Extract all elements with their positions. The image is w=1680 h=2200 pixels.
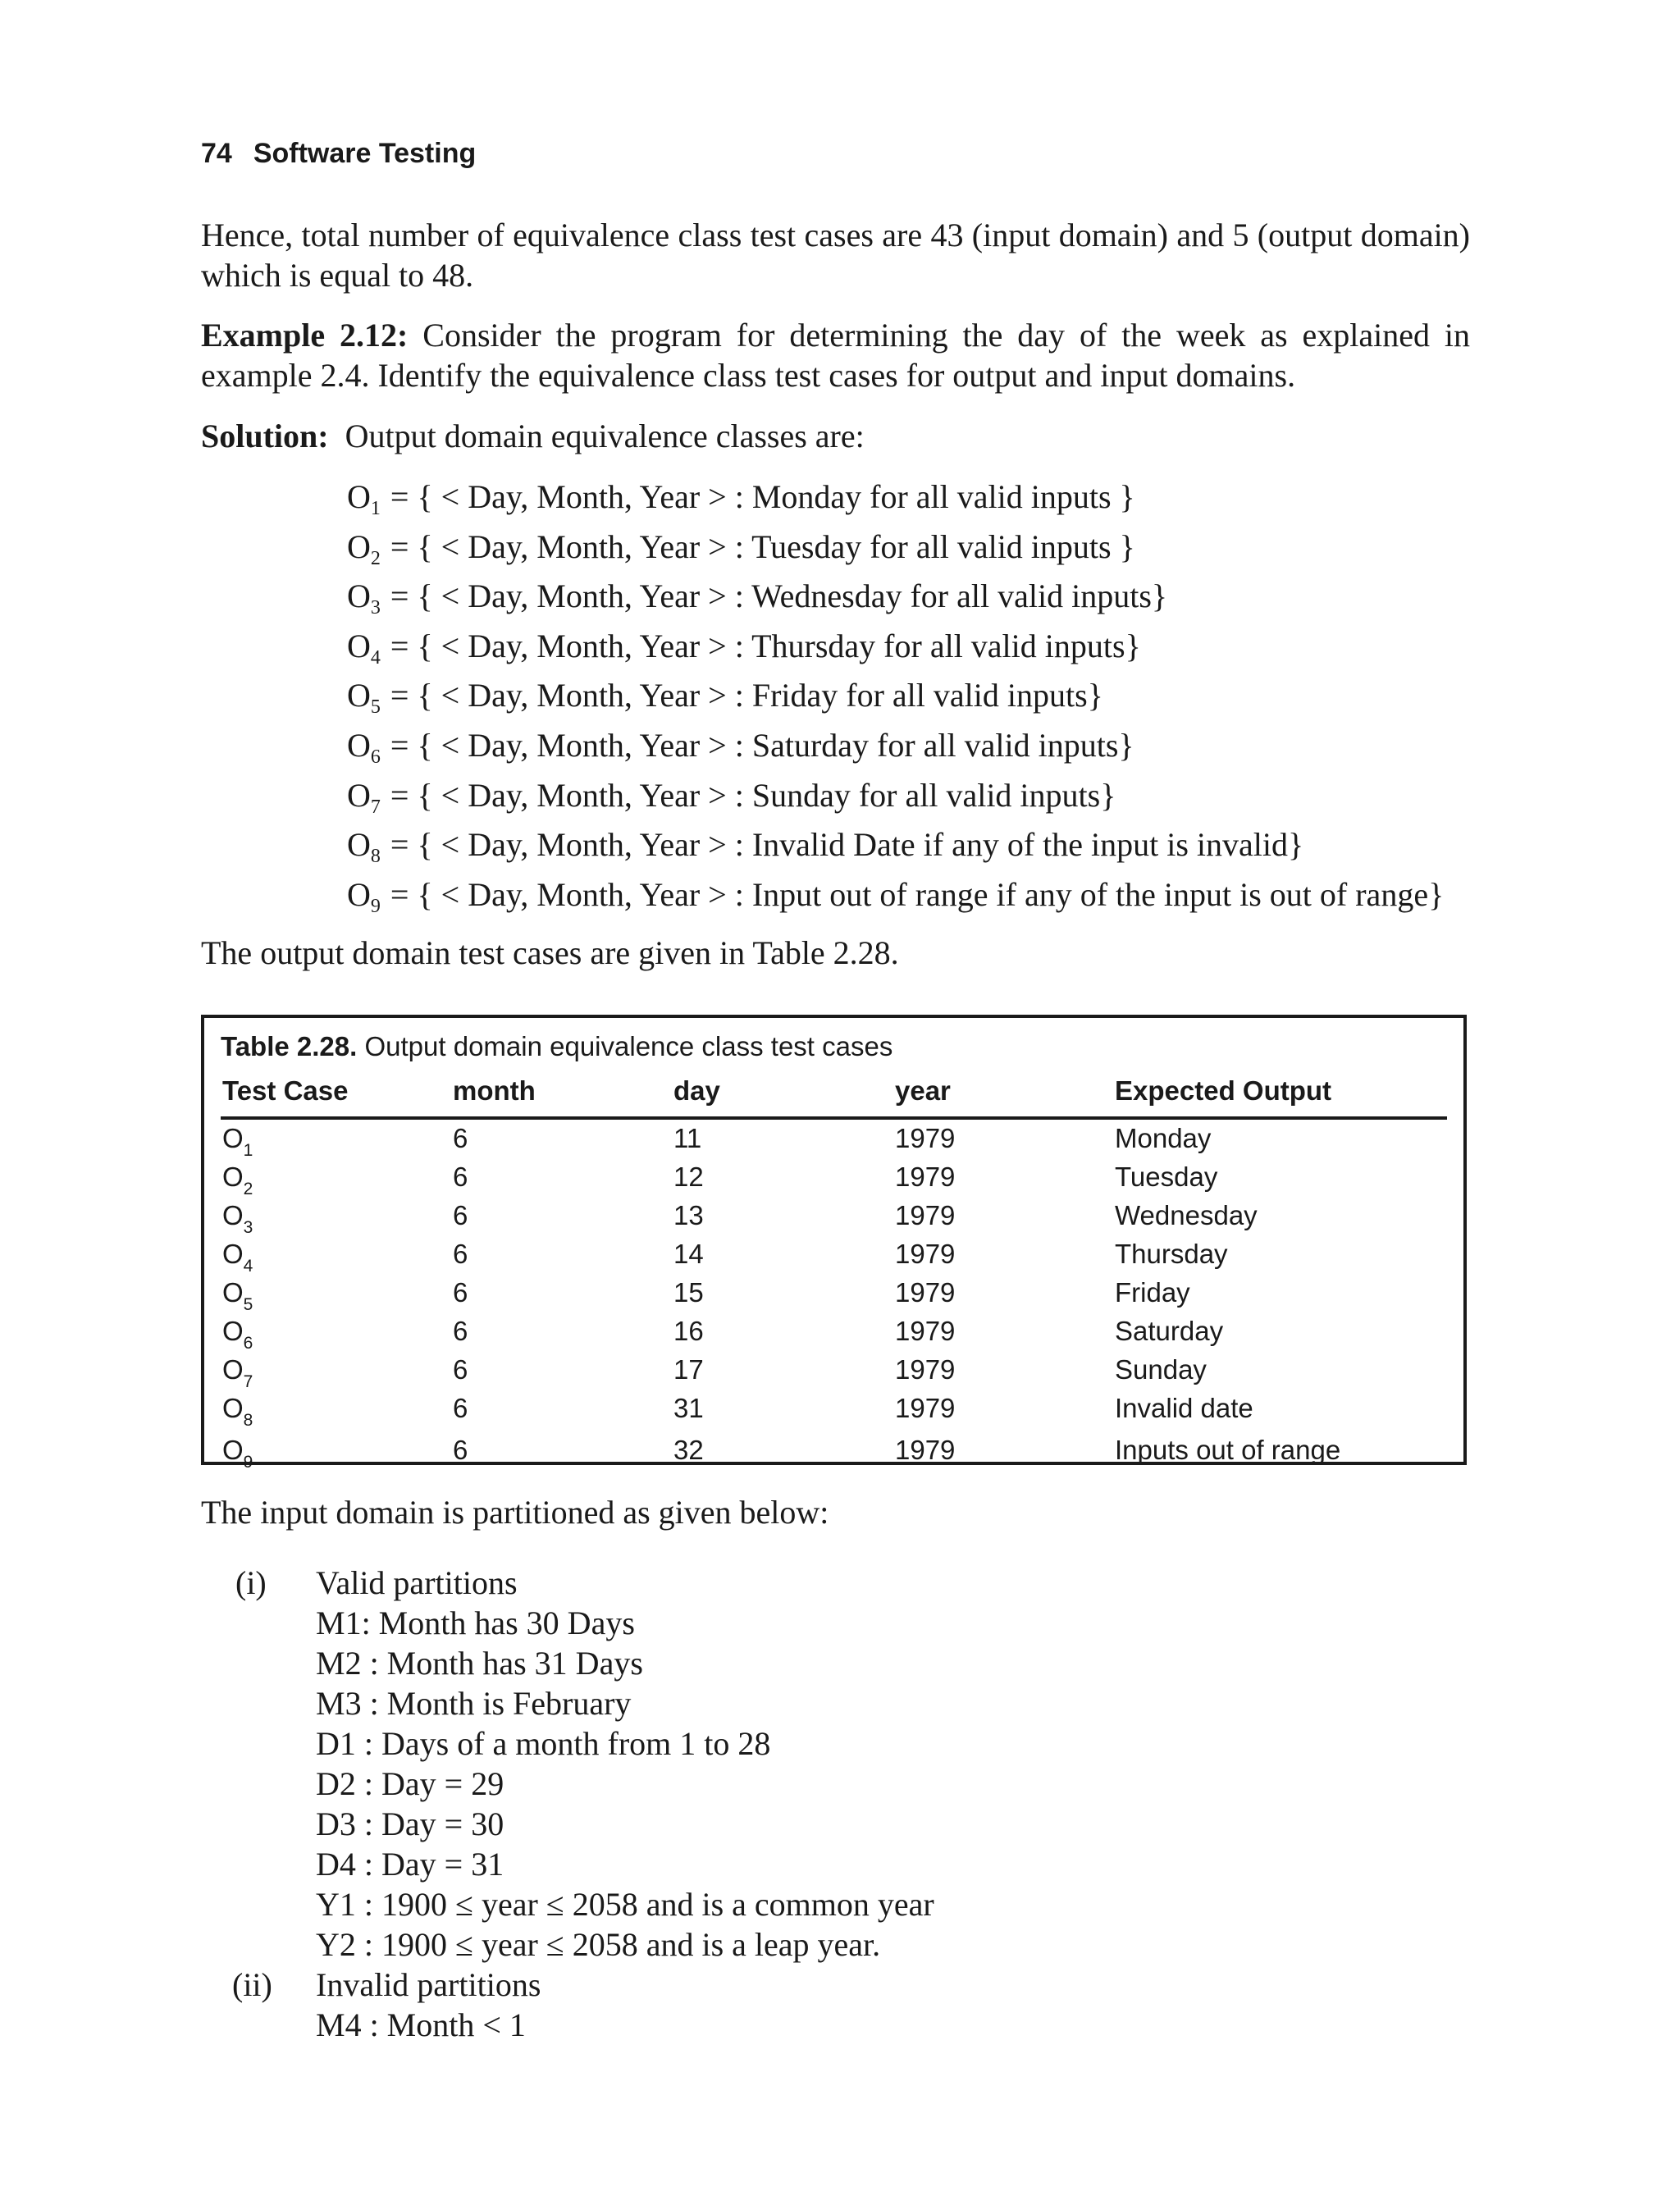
cell-day: 32 [673,1435,704,1465]
table-row [221,1353,1447,1391]
output-class: $O_3$ = { < Day, Month, Year > : Wednesday for all valid inputs} [347,577,1168,619]
cell-month: 6 [453,1435,468,1465]
cell-expected-output: Saturday [1115,1316,1224,1346]
solution-text: Output domain equivalence classes are: [345,418,865,454]
table-intro: The output domain test cases are given in Table 2.28. [201,934,899,971]
running-head [201,138,476,170]
cell-day: 16 [673,1316,704,1346]
partition-text: M2 : Month has 31 Days [316,1645,643,1682]
output-class: $O_9$ = { < Day, Month, Year > : Input out of range if any of the input is out of range} [347,875,1445,917]
cell-day: 12 [673,1162,704,1192]
table-row [221,1430,1447,1471]
table-row [221,1276,1447,1314]
cell-month: 6 [453,1393,468,1423]
cell-expected-output: Wednesday [1115,1200,1258,1230]
table-caption-label: Table 2.28. [221,1031,358,1061]
cell-expected-output: Tuesday [1115,1162,1218,1192]
partition-text: D4 : Day = 31 [316,1846,504,1883]
cell-year: 1979 [895,1200,956,1230]
cell-expected-output: Inputs out of range [1115,1435,1341,1465]
cell-test-case: $O_6$ [222,1316,253,1353]
cell-month: 6 [453,1316,468,1346]
cell-day: 14 [673,1239,704,1269]
table-row [221,1121,1447,1160]
cell-expected-output: Monday [1115,1123,1212,1153]
table-body [221,1121,1447,1471]
table-row [221,1391,1447,1430]
cell-test-case: $O_1$ [222,1123,253,1160]
partition-text: D3 : Day = 30 [316,1805,504,1842]
partition-text: Y2 : 1900 ≤ year ≤ 2058 and is a leap year. [316,1926,881,1963]
partition-text: M3 : Month is February [316,1685,632,1722]
cell-year: 1979 [895,1123,956,1153]
cell-test-case: $O_9$ [222,1435,253,1472]
cell-month: 6 [453,1162,468,1192]
partition-text: M1: Month has 30 Days [316,1604,635,1641]
table-row [221,1237,1447,1276]
cell-expected-output: Thursday [1115,1239,1228,1269]
cell-test-case: $O_5$ [222,1277,253,1314]
page-number: 74 [201,138,232,169]
header-expected-output: Expected Output [1115,1075,1332,1106]
cell-test-case: $O_2$ [222,1162,253,1198]
table-caption [221,1031,892,1062]
table-row [221,1160,1447,1198]
table-header [221,1075,1447,1120]
cell-test-case: $O_8$ [222,1393,253,1430]
cell-test-case: $O_3$ [222,1200,253,1237]
output-class: $O_7$ = { < Day, Month, Year > : Sunday for all valid inputs} [347,776,1116,818]
partition-text: M4 : Month < 1 [316,2006,526,2043]
output-domain-table [201,1015,1467,1472]
output-class-list [347,472,1444,920]
output-class: $O_6$ = { < Day, Month, Year > : Saturday for all valid inputs} [347,726,1134,768]
intro-paragraph: Hence, total number of equivalence class test cases are 43 (input domain) and 5 (output domain) which is equal to 48. [201,217,1470,294]
header-year: year [895,1075,951,1106]
cell-year: 1979 [895,1316,956,1346]
partition-text: Y1 : 1900 ≤ year ≤ 2058 and is a common year [316,1886,934,1923]
partition-intro: The input domain is partitioned as given below: [201,1494,829,1531]
example-text: Consider the program for determining the day of the week as explained in example 2.4. Identify the equivalence class test cases for output and input domains. [201,317,1471,394]
partition-text: Invalid partitions [316,1966,541,2003]
cell-expected-output: Friday [1115,1277,1190,1308]
example-label: Example 2.12: [201,317,409,354]
partition-text: D1 : Days of a month from 1 to 28 [316,1725,771,1762]
header-test-case: Test Case [222,1075,349,1106]
book-title: Software Testing [253,138,477,169]
example-paragraph [201,315,1470,395]
header-day: day [673,1075,720,1106]
output-class: $O_8$ = { < Day, Month, Year > : Invalid Date if any of the input is invalid} [347,826,1304,868]
table-row [221,1314,1447,1353]
cell-month: 6 [453,1239,468,1269]
cell-year: 1979 [895,1393,956,1423]
solution-label: Solution: [201,418,329,454]
cell-test-case: $O_4$ [222,1239,253,1276]
output-class: $O_4$ = { < Day, Month, Year > : Thursday for all valid inputs} [347,627,1141,669]
header-month: month [453,1075,536,1106]
cell-year: 1979 [895,1277,956,1308]
cell-year: 1979 [895,1239,956,1269]
cell-month: 6 [453,1123,468,1153]
cell-year: 1979 [895,1354,956,1385]
output-class: $O_5$ = { < Day, Month, Year > : Friday for all valid inputs} [347,677,1103,719]
cell-year: 1979 [895,1162,956,1192]
table-row [221,1198,1447,1237]
cell-expected-output: Sunday [1115,1354,1207,1385]
cell-day: 15 [673,1277,704,1308]
solution-paragraph [201,416,1470,456]
output-class: $O_1$ = { < Day, Month, Year > : Monday for all valid inputs } [347,478,1135,519]
cell-year: 1979 [895,1435,956,1465]
partition-text: D2 : Day = 29 [316,1765,504,1802]
table-caption-text: Output domain equivalence class test cases [364,1031,893,1061]
partition-text: Valid partitions [316,1564,518,1601]
cell-day: 31 [673,1393,704,1423]
cell-test-case: $O_7$ [222,1354,253,1391]
partition-marker: (i) [235,1564,267,1601]
partition-marker: (ii) [232,1966,272,2003]
cell-day: 11 [673,1123,702,1153]
cell-day: 17 [673,1354,704,1385]
output-class: $O_2$ = { < Day, Month, Year > : Tuesday for all valid inputs } [347,527,1135,569]
cell-month: 6 [453,1354,468,1385]
cell-expected-output: Invalid date [1115,1393,1253,1423]
cell-month: 6 [453,1277,468,1308]
cell-month: 6 [453,1200,468,1230]
cell-day: 13 [673,1200,704,1230]
